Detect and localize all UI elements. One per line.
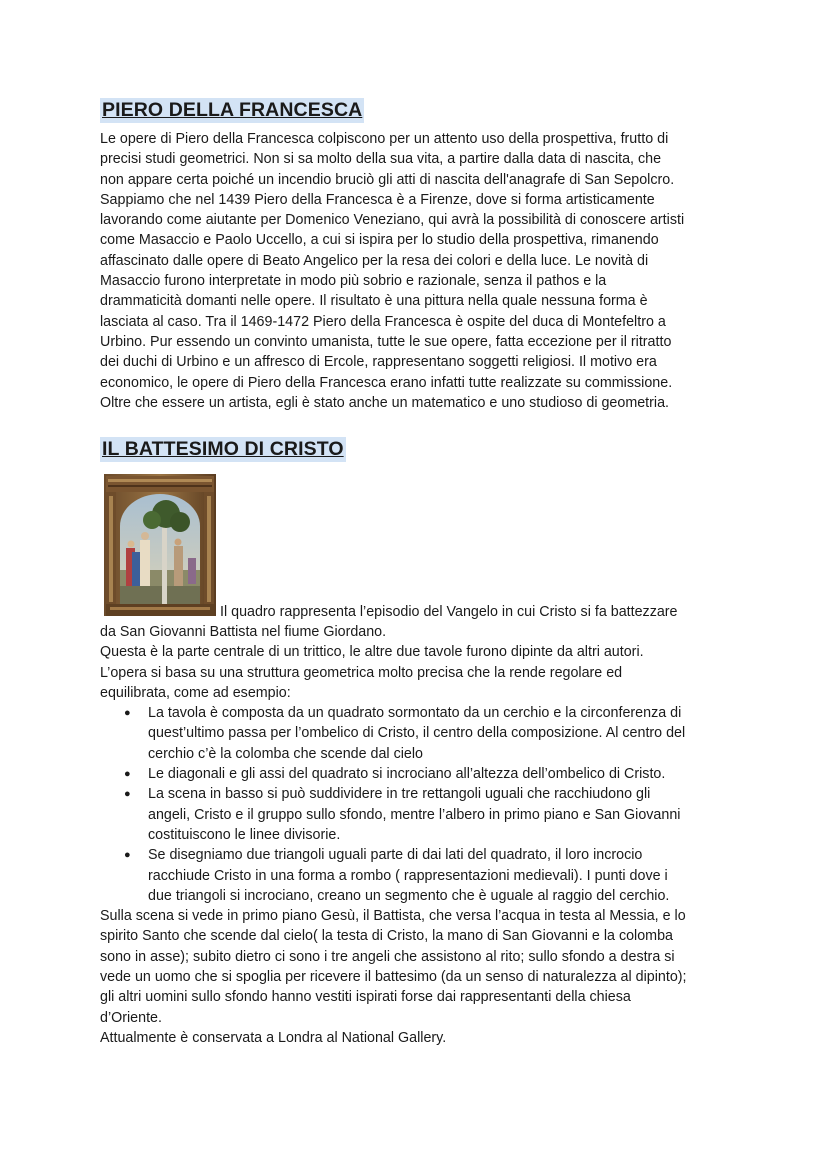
text-line: Sappiamo che nel 1439 Piero della Francesca è a Firenze, dove si forma artisticamente	[100, 191, 655, 208]
bullet-icon: ●	[124, 849, 131, 862]
baptism-painting-image	[104, 474, 216, 616]
bullet-icon: ●	[124, 707, 131, 720]
text-line: Urbino. Pur essendo un convinto umanista, tutte le sue opere, fatta eccezione per il ritratto	[100, 333, 672, 350]
text-line: gli altri uomini sullo sfondo hanno vestiti ispirati forse dai rappresentanti della chiesa	[100, 989, 631, 1006]
text-line: La scena in basso si può suddividere in tre rettangoli uguali che racchiudono gli	[148, 786, 651, 803]
section-piero	[100, 98, 728, 413]
section-title-battesimo: IL BATTESIMO DI CRISTO	[102, 438, 344, 460]
figure-caption-line: Il quadro rappresenta l’episodio del Vangelo in cui Cristo si fa battezzare	[220, 604, 678, 620]
section-title-piero: PIERO DELLA FRANCESCA	[102, 99, 363, 121]
text-line: precisi studi geometrici. Non si sa molto della sua vita, a partire dalla data di nascita, che	[100, 151, 662, 168]
text-line: economico, le opere di Piero della Francesca erano infatti tutte realizzate su commissione.	[100, 374, 673, 391]
text-line: equilibrata, come ad esempio:	[100, 684, 291, 701]
text-line: Se disegniamo due triangoli uguali parte di dai lati del quadrato, il loro incrocio	[148, 847, 643, 864]
list-item	[100, 703, 740, 764]
bullet-icon: ●	[124, 768, 131, 781]
battesimo-body	[100, 622, 740, 1048]
text-line: Questa è la parte centrale di un trittico, le altre due tavole furono dipinte da altri autori.	[100, 644, 644, 661]
text-line: L’opera si basa su una struttura geometrica molto precisa che la rende regolare ed	[100, 664, 623, 681]
text-line: angeli, Cristo e il gruppo sullo sfondo, mentre l’albero in primo piano e San Giovanni	[148, 806, 681, 823]
list-item	[100, 764, 740, 784]
text-line: Masaccio furono interpretate in modo più sobrio e razionale, senza il pathos e la	[100, 273, 607, 290]
text-line: Le diagonali e gli assi del quadrato si incrociano all’altezza dell’ombelico di Cristo.	[148, 766, 666, 783]
text-line: racchiude Cristo in una forma a rombo ( rappresentazioni medievali). I punti dove i	[148, 867, 668, 884]
text-line: drammaticità domanti nelle opere. Il risultato è una pittura nella quale nessuna forma è	[100, 293, 648, 310]
text-line: lavorando come aiutante per Domenico Veneziano, qui avrà la possibilità di conoscere artisti	[100, 212, 685, 229]
text-line: non appare certa poiché un incendio bruciò gli atti di nascita dell'anagrafe di San Sepolcro.	[100, 171, 675, 188]
text-line: due triangoli si incrociano, creano un segmento che è uguale al raggio del cerchio.	[148, 887, 670, 904]
text-line: da San Giovanni Battista nel fiume Giordano.	[100, 624, 387, 640]
text-line: La tavola è composta da un quadrato sormontato da un cerchio e la circonferenza di	[148, 705, 682, 722]
list-item	[100, 784, 740, 845]
intro-paragraph	[100, 129, 728, 413]
text-line: affascinato dalle opere di Beato Angelico per la resa dei colori e della luce. Le novità di	[100, 252, 649, 269]
text-line: d’Oriente.	[100, 1009, 162, 1026]
text-line: Attualmente è conservata a Londra al National Gallery.	[100, 1029, 447, 1046]
text-line: Sulla scena si vede in primo piano Gesù, il Battista, che versa l’acqua in testa al Messia, e lo	[100, 908, 686, 925]
text-line: dei duchi di Urbino e un affresco di Ercole, rappresentano soggetti religiosi. Il motivo era	[100, 354, 657, 371]
bullet-icon: ●	[124, 788, 131, 801]
text-line: spirito Santo che scende dal cielo( la testa di Cristo, la mano di San Giovanni e la colomba	[100, 928, 673, 945]
text-line: come Masaccio e Paolo Uccello, a cui si ispira per lo studio della prospettiva, rimanendo	[100, 232, 659, 249]
text-line: cerchio c’è la colomba che scende dal cielo	[148, 745, 423, 762]
text-line: costituiscono le linee divisorie.	[148, 826, 341, 843]
text-line: Le opere di Piero della Francesca colpiscono per un attento uso della prospettiva, frutto di	[100, 131, 669, 147]
text-line: vede un uomo che si spoglia per ricevere il battesimo (da un senso di naturalezza al dipinto);	[100, 969, 687, 986]
text-line: quest’ultimo passa per l’ombelico di Cristo, il centro della composizione. Al centro del	[148, 725, 686, 742]
text-line: sono in asse); subito dietro ci sono i tre angeli che assistono al rito; sullo sfondo a destra si	[100, 948, 675, 965]
list-item	[100, 845, 740, 906]
section-battesimo-header	[100, 437, 346, 462]
text-line: Oltre che essere un artista, egli è stato anche un matematico e uno studioso di geometria.	[100, 394, 670, 411]
text-line: lasciata al caso. Tra il 1469-1472 Piero della Francesca è ospite del duca di Montefeltro a	[100, 313, 666, 330]
geometry-bullet-list	[100, 703, 740, 906]
